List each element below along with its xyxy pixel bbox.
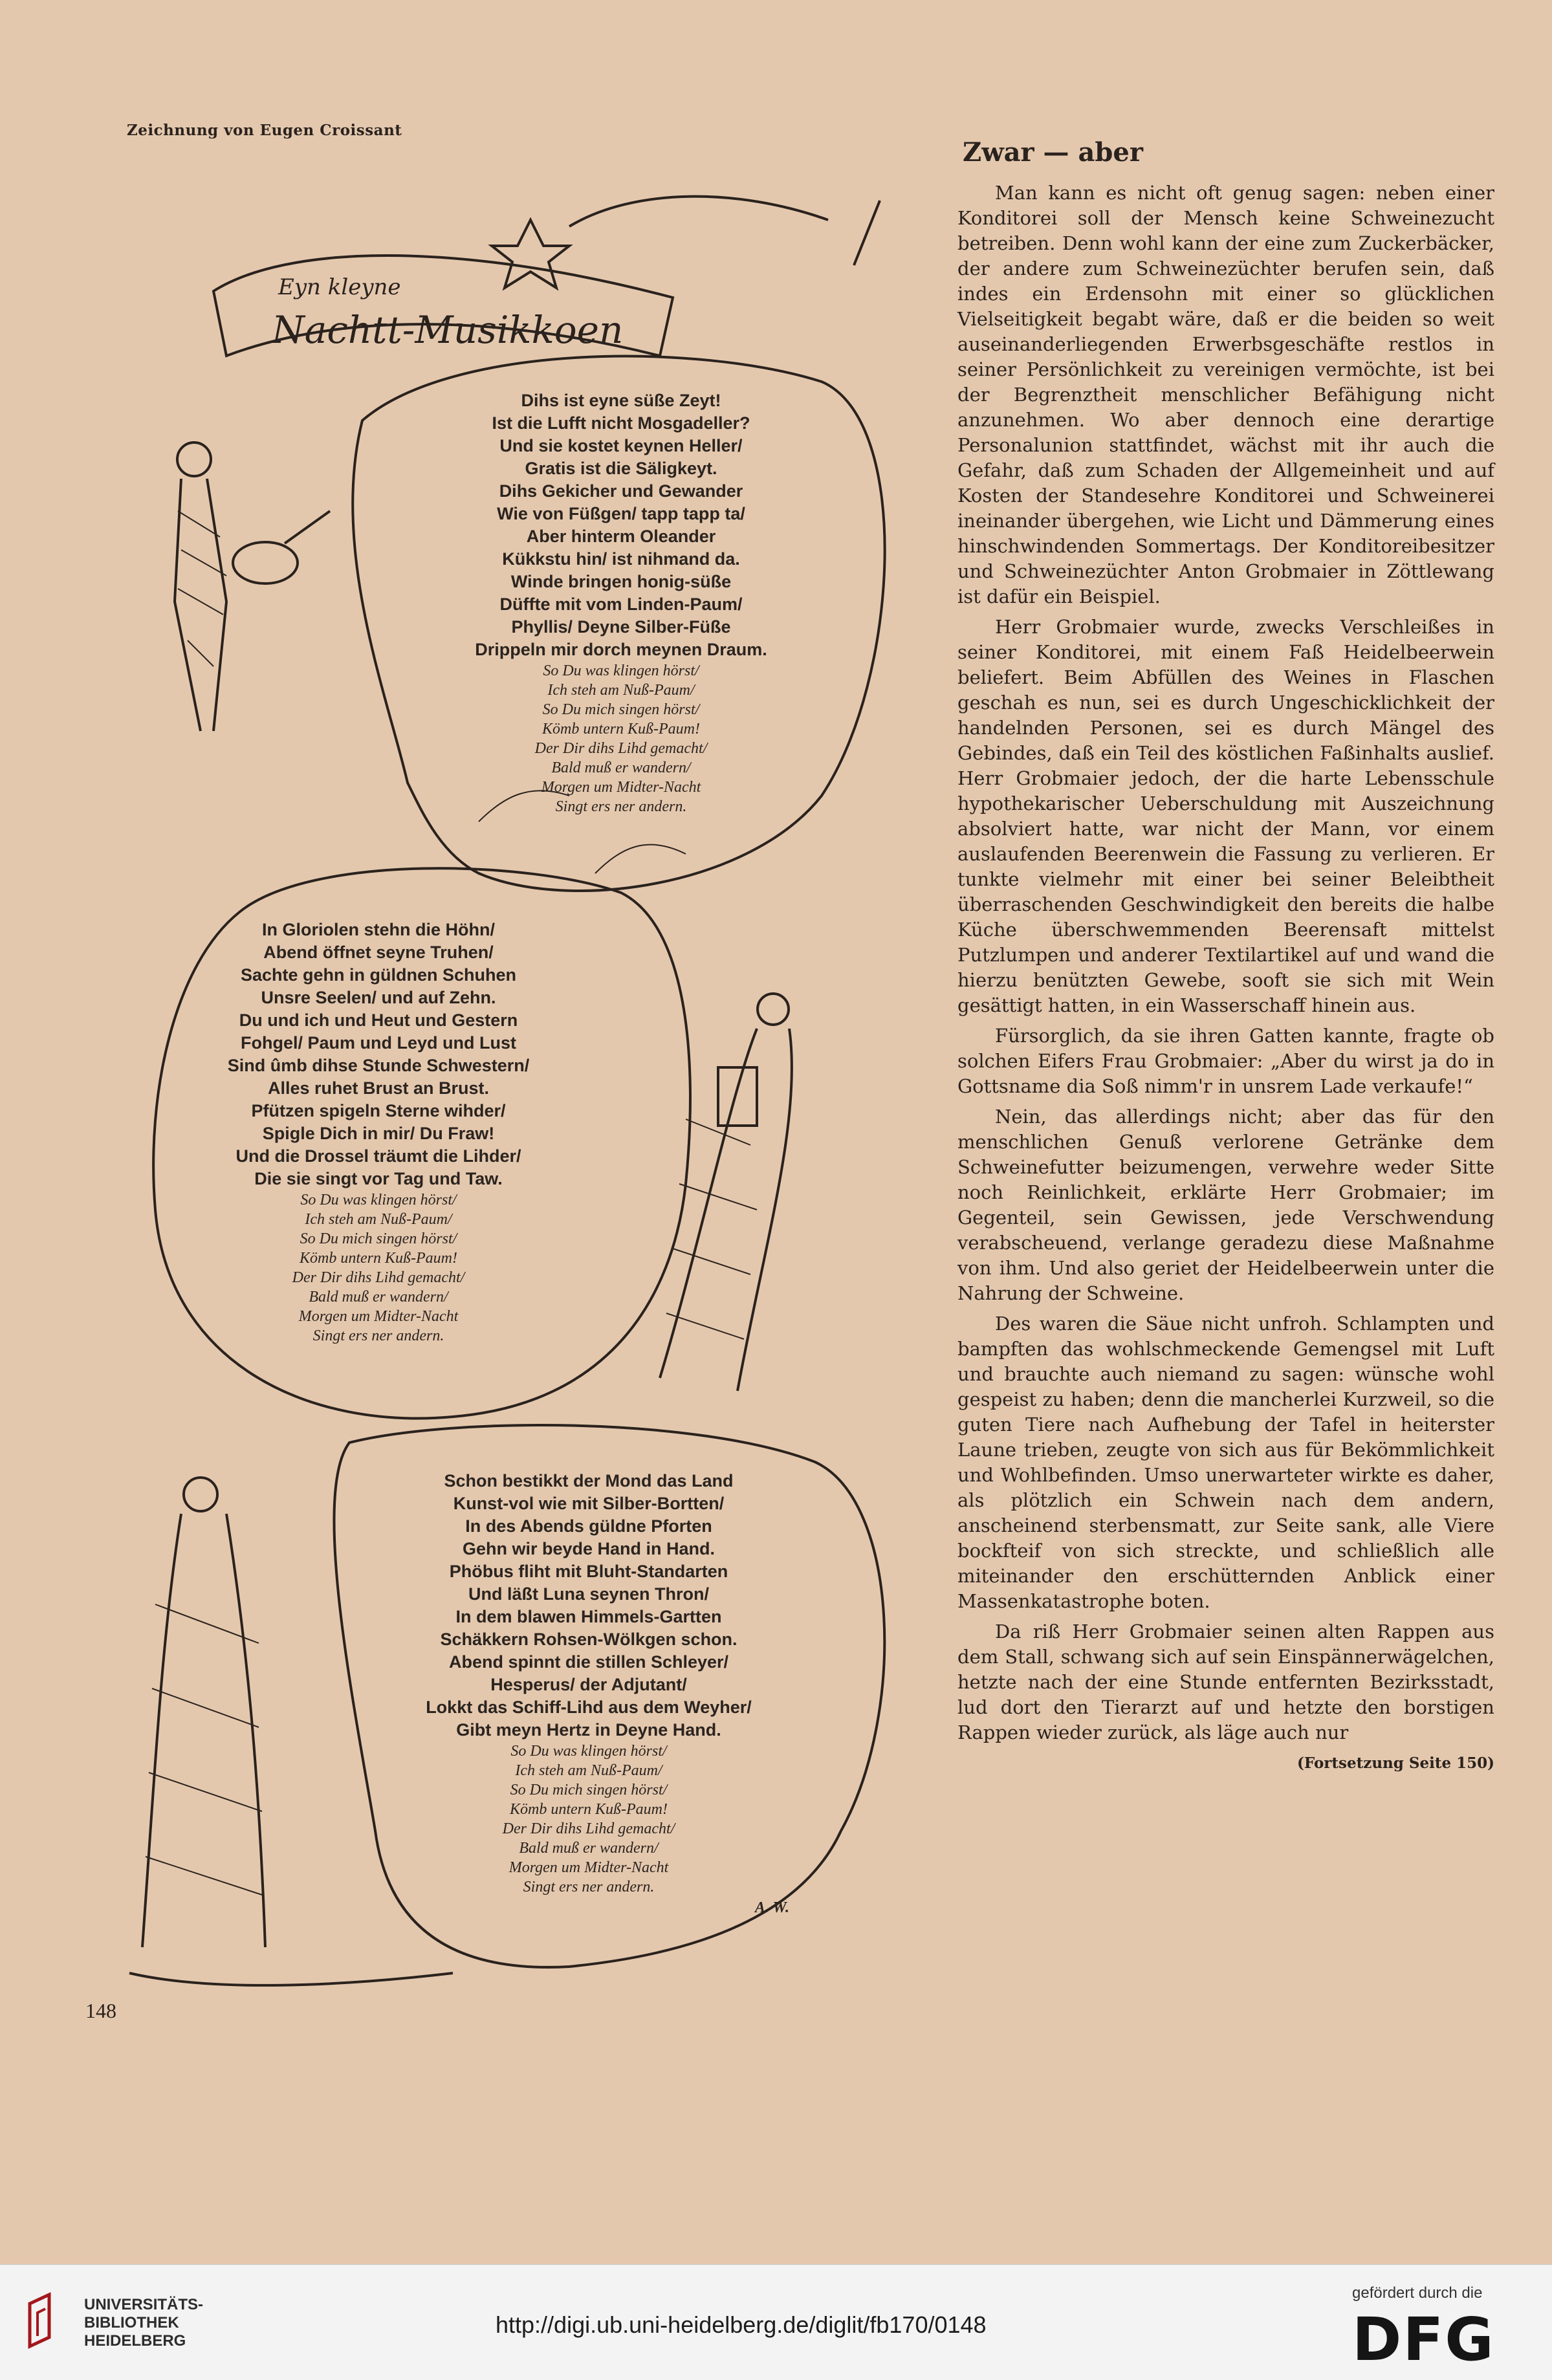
refrain-line: Singt ers ner andern. <box>523 1879 655 1895</box>
library-line-2: BIBLIOTHEK <box>84 2314 179 2331</box>
poem-line: Pfützen spigeln Sterne wihder/ <box>251 1101 506 1120</box>
poem-line: Wie von Füßgen/ tapp tapp ta/ <box>497 504 745 523</box>
article <box>957 137 1494 1781</box>
poem-line: Hesperus/ der Adjutant/ <box>490 1675 687 1694</box>
poem-line: Lokkt das Schiff-Lihd aus dem Weyher/ <box>426 1698 752 1717</box>
refrain-line: So Du mich singen hörst/ <box>510 1782 668 1798</box>
refrain-line: Morgen um Midter-Nacht <box>508 1859 669 1876</box>
illustration-credit: Zeichnung von Eugen Croissant <box>127 122 402 139</box>
university-library-logo-icon <box>26 2291 71 2350</box>
refrain-line: So Du mich singen hörst/ <box>300 1230 457 1247</box>
refrain-line: Singt ers ner andern. <box>555 798 687 815</box>
article-paragraph: Da riß Herr Grobmaier seinen alten Rappen aus dem Stall, schwang sich auf sein Einspännerwägelchen, hetzte nach der eine Stunde entfernten Bezirksstadt, lud dort den Tierarzt auf und hetzte den borstigen Rappen wieder zurück, als läge auch nur <box>957 1621 1494 1743</box>
poem-line: Alles ruhet Brust an Brust. <box>267 1078 490 1098</box>
poem-line: Phöbus fliht mit Bluht-Standarten <box>449 1562 728 1581</box>
article-paragraph: Fürsorglich, da sie ihren Gatten kannte, fragte ob solchen Eifers Frau Grobmaier: „Aber du wirst ja do in Gottsname dia Soß nimm'r in unsrem Lade verkaufe!“ <box>957 1025 1494 1097</box>
refrain-line: Ich steh am Nuß-Paum/ <box>547 682 695 699</box>
poem-line: Gehn wir beyde Hand in Hand. <box>462 1539 716 1558</box>
poem-line: Und läßt Luna seynen Thron/ <box>468 1584 709 1604</box>
continuation-note: (Fortsetzung Seite 150) <box>1297 1754 1494 1772</box>
permalink-url[interactable]: http://digi.ub.uni-heidelberg.de/diglit/fb170/0148 <box>496 2311 987 2338</box>
refrain-line: Bald muß er wandern/ <box>551 759 691 776</box>
article-body <box>957 180 1494 1745</box>
violinist-figure <box>660 994 792 1391</box>
poem-line: Und sie kostet keynen Heller/ <box>499 436 743 455</box>
library-line-1: UNIVERSITÄTS- <box>84 2296 204 2313</box>
refrain-line: So Du was klingen hörst/ <box>300 1192 457 1208</box>
refrain-line: So Du mich singen hörst/ <box>542 701 700 718</box>
poem-line: Du und ich und Heut und Gestern <box>239 1010 518 1030</box>
funded-by-label: gefördert durch die <box>1352 2284 1483 2302</box>
refrain-line: Morgen um Midter-Nacht <box>541 779 701 796</box>
refrain-line: Singt ers ner andern. <box>312 1327 444 1344</box>
refrain-line: Ich steh am Nuß-Paum/ <box>305 1211 452 1228</box>
library-name <box>84 2296 203 2350</box>
poem-line: Ist die Lufft nicht Mosgadeller? <box>492 413 750 433</box>
refrain-line: Bald muß er wandern/ <box>309 1289 448 1305</box>
refrain-line: Kömb untern Kuß-Paum! <box>510 1801 668 1818</box>
poem-line: Drippeln mir dorch meynen Draum. <box>475 640 767 659</box>
poem-line: Schäkkern Rohsen-Wölkgen schon. <box>440 1630 738 1649</box>
refrain-line: Kömb untern Kuß-Paum! <box>300 1250 457 1267</box>
page-number: 148 <box>85 1999 116 2022</box>
poem-line: Phyllis/ Deyne Silber-Füße <box>511 617 731 637</box>
poem-line: Kükkstu hin/ ist nihmand da. <box>502 549 740 569</box>
poem-line: Abend öffnet seyne Truhen/ <box>263 943 494 962</box>
refrain-line: Der Dir dihs Lihd gemacht/ <box>534 740 708 757</box>
poem-line: Dihs ist eyne süße Zeyt! <box>521 391 721 410</box>
refrain-line: Kömb untern Kuß-Paum! <box>542 721 700 737</box>
library-line-3: HEIDELBERG <box>84 2332 186 2350</box>
poem-line: Fohgel/ Paum und Leyd und Lust <box>241 1033 516 1053</box>
poem-line: Gratis ist die Säligkeyt. <box>525 459 717 478</box>
poem-line: Spigle Dich in mir/ Du Fraw! <box>262 1124 495 1143</box>
poem-stanza-2 <box>171 919 585 1346</box>
poem-line: Düffte mit vom Linden-Paum/ <box>499 595 743 614</box>
viewer-footer <box>0 2264 1552 2380</box>
poem-line: In dem blawen Himmels-Gartten <box>455 1607 722 1626</box>
poem-signature: A. W. <box>754 1899 789 1916</box>
poem-line: Dihs Gekicher und Gewander <box>499 481 743 501</box>
poem-stanza-3 <box>362 1470 815 1919</box>
poem-line: Gibt meyn Hertz in Deyne Hand. <box>456 1720 721 1740</box>
poem-line: Schon bestikkt der Mond das Land <box>444 1471 734 1490</box>
article-paragraph: Des waren die Säue nicht unfroh. Schlampten und bampften das wohlschmeckende Gemengsel mit Luft und brauchte auch niemand zu sagen: wünsche wohl gespeist zu haben; denn die mancherlei Kurzweil, so die guten Tiere nach Aufhebung der Tafel in heiterster Laune trieben, zeugte von sich aus für Bekömmlichkeit und Wohlbefinden. Umso unerwarteter wirkte es daher, als plötzlich ein Schwein nach dem andern, anscheinend sterbensmatt, zur Seite sank, alle Viere bockfteif von sich streckte, und schließlich alle miteinander den erschütternden Anblick einer Massenkatastrophe boten. <box>957 1313 1494 1612</box>
article-paragraph: Nein, das allerdings nicht; aber das für den menschlichen Genuß verlorene Getränke dem Schweinefutter beizumengen, verwehre weder Sitte noch Reinlichkeit, erklärte Herr Grobmaier; im Gegenteil, sein Gewissen, jede Verschwendung verabscheuend, verlange geradezu diese Maßnahme von ihm. Und also geriet der Heidelbeerwein unter die Nahrung der Schweine. <box>957 1106 1494 1304</box>
poem-line: Aber hinterm Oleander <box>526 527 716 546</box>
poem-line: Abend spinnt die stillen Schleyer/ <box>448 1652 729 1672</box>
refrain-line: Bald muß er wandern/ <box>519 1840 659 1857</box>
poem-line: In des Abends güldne Pforten <box>465 1516 712 1536</box>
poem-line: Winde bringen honig-süße <box>510 572 732 591</box>
dfg-logo[interactable]: DFG <box>1352 2305 1495 2374</box>
poem-line: Sachte gehn in güldnen Schuhen <box>240 965 517 985</box>
refrain-line: Der Dir dihs Lihd gemacht/ <box>292 1269 465 1286</box>
article-paragraph: Herr Grobmaier wurde, zwecks Verschleißes in seiner Konditorei, mit einem Faß Heidelbeerwein beliefert. Beim Abfüllen des Weines in Flaschen geschah es nun, sei es durch Ungeschicklichkeit der handelnden Personen, sei es durch Mängel des Gebindes, daß ein Teil des köstlichen Faßinhalts auslief. Herr Grobmaier jedoch, der die harte Lebensschule hypothekarischer Ueberschuldung mit Auszeichnung absolviert hatte, war nicht der Mann, vor einem auslaufenden Beerenwein die Fassung zu verlieren. Er tunkte vielmehr mit einer bei seiner Beleibtheit überraschenden Geschwindigkeit den bereits die halbe Küche überschwemmenden Beerensaft mittelst Putzlumpen und anderer Textilartikel auf und wand die hierzu benützten Gewebe, sooft sie sich mit Wein gesättigt hatten, in ein Wasserschaff hinein aus. <box>957 616 1494 1016</box>
refrain-line: Ich steh am Nuß-Paum/ <box>515 1762 662 1779</box>
article-paragraph: Man kann es nicht oft genug sagen: neben einer Konditorei soll der Mensch keine Schweinezucht betreiben. Denn wohl kann der eine zum Zuckerbäcker, der andere zum Schweinezüchter berufen sein, daß indes ein Erdensohn mit einer so glücklichen Vielseitigkeit begabt wäre, daß er die beiden so weit auseinanderliegenden Erwerbsgeschäfte restlos in seiner Persönlichkeit zu vereinigen vermöchte, ist bei der Begrenztheit menschlicher Befähigung nicht anzunehmen. Wo aber dennoch eine derartige Personalunion stattfindet, wächst mit ihr auch die Gefahr, daß zum Schaden der Allgemeinheit und auf Kosten der Standesehre Konditorei und Schweinerei ineinander übergehen, wie Licht und Dämmerung eines hinschwindenden Sommertags. Der Konditoreibesitzer und Schweinezüchter Anton Grobmaier in Zöttlewang ist dafür ein Beispiel. <box>957 182 1494 607</box>
refrain-line: Morgen um Midter-Nacht <box>298 1308 459 1325</box>
poem-stanza-1 <box>401 389 841 816</box>
star-icon <box>492 220 569 288</box>
refrain-line: So Du was klingen hörst/ <box>543 662 699 679</box>
lute-player-figure <box>175 442 330 731</box>
banner-line-2: Nachtt-Musikkoen <box>272 308 624 352</box>
poem-line: Kunst-vol wie mit Silber-Bortten/ <box>453 1494 725 1513</box>
poem-line: Sind ûmb dihse Stunde Schwestern/ <box>227 1056 530 1075</box>
refrain-line: Der Dir dihs Lihd gemacht/ <box>502 1820 675 1837</box>
poem-line: Die sie singt vor Tag und Taw. <box>254 1169 503 1188</box>
poem-line: In Gloriolen stehn die Höhn/ <box>261 920 495 939</box>
poem-line: Unsre Seelen/ und auf Zehn. <box>261 988 496 1007</box>
banner-line-1: Eyn kleyne <box>278 274 401 300</box>
refrain-line: So Du was klingen hörst/ <box>510 1743 667 1760</box>
article-title: Zwar — aber <box>963 137 1143 168</box>
poem-line: Und die Drossel träumt die Lihder/ <box>235 1146 521 1166</box>
